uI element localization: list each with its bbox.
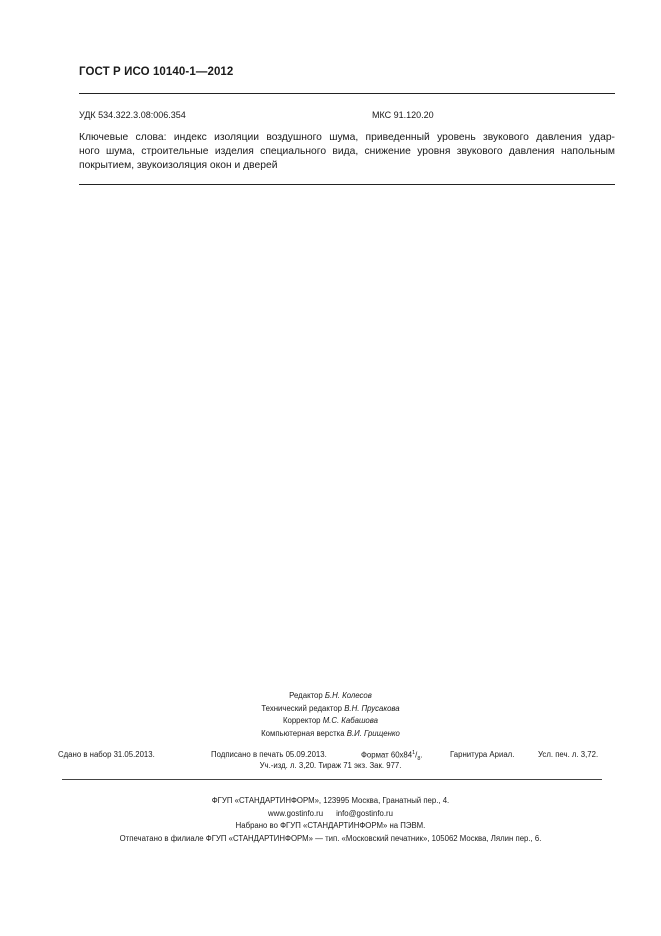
publisher-line: ФГУП «СТАНДАРТИНФОРМ», 123995 Москва, Гранатный пер., 4. [211, 796, 450, 805]
tech-editor-role: Технический редактор [261, 703, 343, 713]
header-rule [79, 93, 615, 94]
footer-block [0, 795, 661, 845]
typeface-info: Гарнитура Ариал. [450, 750, 515, 759]
format-prefix: Формат 60x84 [361, 750, 413, 760]
tech-editor-credit [0, 703, 661, 716]
format-info: Формат $60x84^1/_8$. [361, 750, 423, 763]
corrector-role: Корректор [282, 716, 321, 725]
layout-name: В.И. Грищенко [346, 728, 400, 738]
format-sub: 8 [417, 756, 421, 763]
editor-credit [0, 690, 661, 703]
layout-credit [0, 728, 661, 741]
submitted-date: Сдано в набор 31.05.2013. [58, 750, 155, 759]
format-sup: 1 [412, 750, 416, 756]
layout-role: Компьютерная верстка [261, 728, 345, 738]
editor-name: Б.Н. Колесов [324, 691, 372, 700]
keywords-line-2: ного шума, строительные изделия специального вида, снижение уровня звукового давления напольным [79, 146, 615, 157]
publication-row-2: Уч.-изд. л. 3,20. Тираж 71 экз. Зак. 977. [259, 761, 402, 770]
keywords-paragraph [79, 131, 615, 173]
editor-role: Редактор [289, 691, 323, 700]
format-suffix: . [420, 750, 423, 760]
keywords-line-3: покрытием, звукоизоляция окон и дверей [79, 160, 278, 171]
document-code: ГОСТ Р ИСО 10140-1—2012 [79, 66, 234, 78]
website-link[interactable]: www.gostinfo.ru [268, 808, 324, 818]
tech-editor-name: В.Н. Прусакова [344, 703, 400, 713]
udk-code: УДК 534.322.3.08:006.354 [79, 110, 186, 120]
signed-date: Подписано в печать 05.09.2013. [211, 750, 327, 759]
corrector-credit [0, 715, 661, 728]
contacts-line [0, 808, 661, 821]
email-link[interactable]: info@gostinfo.ru [336, 808, 393, 818]
credits-block [0, 690, 661, 740]
keywords-rule [79, 184, 615, 185]
printed-line: Отпечатано в филиале ФГУП «СТАНДАРТИНФОРМ» — тип. «Московский печатник», 105062 Москва, Лялин пер., 6. [119, 833, 542, 843]
imprint-rule [62, 779, 602, 780]
typeset-line: Набрано во ФГУП «СТАНДАРТИНФОРМ» на ПЭВМ. [235, 821, 426, 830]
print-sheets: Усл. печ. л. 3,72. [538, 750, 599, 759]
mks-code: МКС 91.120.20 [372, 110, 434, 120]
keywords-line-1: Ключевые слова: индекс изоляции воздушного шума, приведенный уровень звукового давления удар- [79, 132, 615, 143]
corrector-name: М.С. Кабашова [322, 716, 379, 725]
